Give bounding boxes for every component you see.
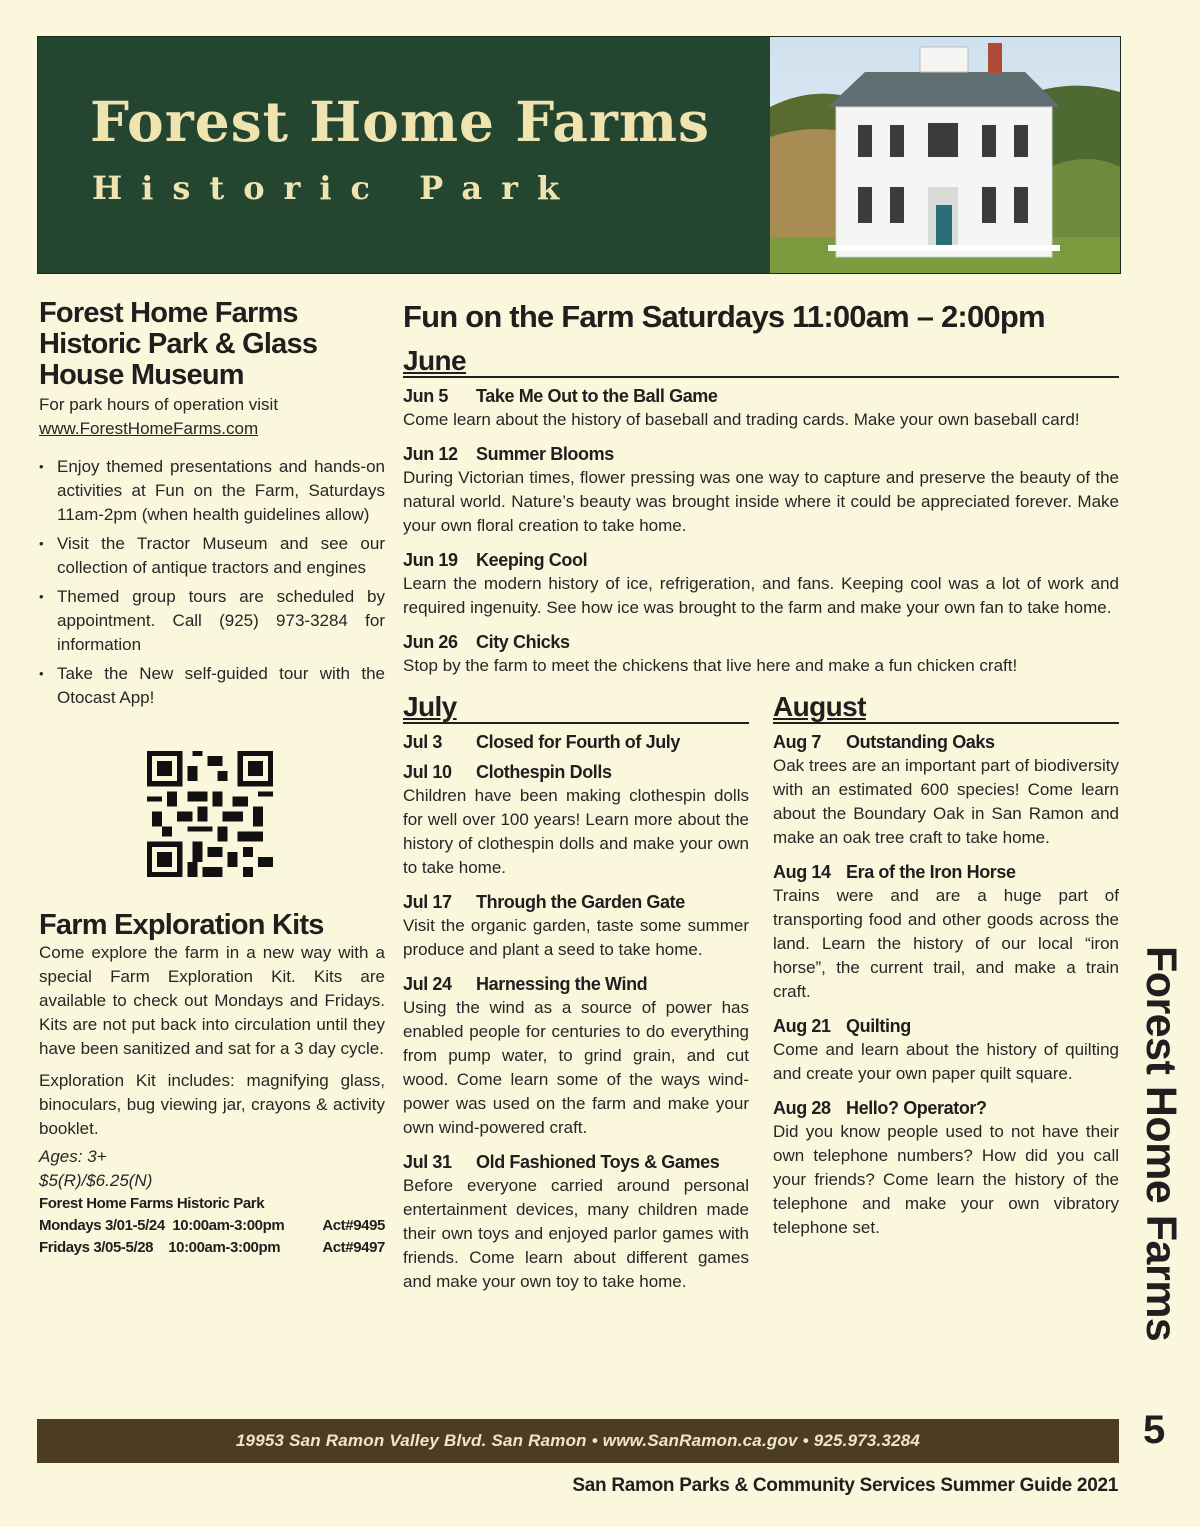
footer-contact-bar: 19953 San Ramon Valley Blvd. San Ramon • www.SanRamon.ca.gov • 925.973.3284 — [37, 1419, 1119, 1463]
schedule-days: Mondays 3/01-5/24 — [39, 1217, 165, 1234]
qr-code[interactable] — [147, 751, 273, 877]
month-heading-june: June — [403, 346, 1119, 378]
event-description: Children have been making clothespin dolls for well over 100 years! Learn more about the history of clothespin dolls and make your own to take home. — [403, 786, 749, 877]
right-column — [403, 298, 1119, 1294]
month-columns — [403, 692, 1119, 1294]
list-item: • Visit the Tractor Museum and see our collection of antique tractors and engines — [57, 532, 385, 580]
event-description: Oak trees are an important part of biodiversity with an estimated 600 species! Come learn about the Boundary Oak in San Ramon and make an oak tree craft to take home. — [773, 756, 1119, 847]
kits-ages: Ages: 3+ — [39, 1147, 107, 1166]
event-heading: Jun 5 Take Me Out to the Ball Game — [403, 386, 718, 406]
banner-subtitle: Historic Park — [92, 169, 579, 207]
hours-text: For park hours of operation visit — [39, 395, 279, 414]
event-heading: Jul 24 Harnessing the Wind — [403, 974, 648, 994]
schedule-row — [39, 1215, 385, 1237]
event-heading: Jul 17 Through the Garden Gate — [403, 892, 685, 912]
event-heading: Aug 7 Outstanding Oaks — [773, 732, 995, 752]
month-heading-august: August — [773, 692, 1119, 724]
event-description: Trains were and are a huge part of transporting food and other goods across the land. Learn the history of our local “iron horse”, the current trail, and make a train craft. — [773, 886, 1119, 1001]
side-title: Forest Home Farms — [1137, 946, 1185, 1342]
event-heading: Jun 26 City Chicks — [403, 632, 570, 652]
event-heading: Jun 19 Keeping Cool — [403, 550, 588, 570]
august-column — [773, 692, 1119, 1294]
farmhouse-photo — [770, 37, 1120, 273]
event-description: Visit the organic garden, taste some summer produce and plant a seed to take home. — [403, 916, 749, 959]
event-description: Using the wind as a source of power has enabled people for centuries to do everything from pump water, to grind grain, and cut wood. Come learn some of the ways wind-power was used on the farm and make your own wind-powered craft. — [403, 998, 749, 1137]
page-number: 5 — [1143, 1408, 1166, 1452]
guide-title: San Ramon Parks & Community Services Summer Guide 2021 — [572, 1475, 1118, 1496]
list-item: • Themed group tours are scheduled by appointment. Call (925) 973-3284 for information — [57, 585, 385, 657]
july-column — [403, 692, 749, 1294]
left-column — [39, 298, 385, 1259]
kits-heading: Farm Exploration Kits — [39, 909, 324, 941]
schedule-days: Fridays 3/05-5/28 — [39, 1239, 154, 1256]
program-title: Fun on the Farm Saturdays 11:00am – 2:00pm — [403, 299, 1045, 334]
event-heading: Aug 14 Era of the Iron Horse — [773, 862, 1016, 882]
list-item: • Take the New self-guided tour with the Otocast App! — [57, 662, 385, 710]
kits-location: Forest Home Farms Historic Park — [39, 1195, 265, 1212]
website-link[interactable]: www.ForestHomeFarms.com — [39, 419, 259, 438]
event-description: Did you know people used to not have their own telephone numbers? How did you call your friends? Come learn the history of the telephone and make your own vibratory telephone set. — [773, 1122, 1119, 1237]
event-heading: Jul 10 Clothespin Dolls — [403, 762, 612, 782]
event-description: Come learn about the history of baseball and trading cards. Make your own baseball card! — [403, 410, 1080, 429]
event-description: Come and learn about the history of quilting and create your own paper quilt square. — [773, 1040, 1119, 1083]
features-list — [39, 455, 385, 710]
event-heading: Jul 3 Closed for Fourth of July — [403, 732, 680, 752]
month-heading-july: July — [403, 692, 749, 724]
activity-number: Act#9495 — [322, 1217, 385, 1234]
event-heading: Aug 28 Hello? Operator? — [773, 1098, 987, 1118]
schedule-row — [39, 1237, 385, 1259]
event-description: Stop by the farm to meet the chickens that live here and make a fun chicken craft! — [403, 656, 1018, 675]
museum-heading: Forest Home Farms Historic Park & Glass House Museum — [39, 297, 318, 391]
banner-title: Forest Home Farms — [90, 89, 711, 154]
header-banner — [37, 36, 1121, 274]
schedule-time: 10:00am-3:00pm — [168, 1239, 281, 1256]
list-item: • Enjoy themed presentations and hands-on activities at Fun on the Farm, Saturdays 11am-2pm (when health guidelines allow) — [57, 455, 385, 527]
event-heading: Jun 12 Summer Blooms — [403, 444, 614, 464]
kits-price: $5(R)/$6.25(N) — [39, 1171, 153, 1190]
kits-contents: Exploration Kit includes: magnifying glass, binoculars, bug viewing jar, crayons & activity booklet. — [39, 1071, 385, 1138]
activity-number: Act#9497 — [322, 1239, 385, 1256]
event-description: Learn the modern history of ice, refrigeration, and fans. Keeping cool was a lot of work and required ingenuity. See how ice was brought to the farm and make your own fan to take home. — [403, 574, 1119, 617]
kits-description: Come explore the farm in a new way with a special Farm Exploration Kit. Kits are available to check out Mondays and Fridays. Kits are not put back into circulation until they have been sanitized and sat for a 3 day cycle. — [39, 943, 385, 1058]
event-heading: Aug 21 Quilting — [773, 1016, 911, 1036]
event-heading: Jul 31 Old Fashioned Toys & Games — [403, 1152, 720, 1172]
schedule-time: 10:00am-3:00pm — [172, 1217, 285, 1234]
event-description: Before everyone carried around personal entertainment devices, many children made their own toys and enjoyed parlor games with friends. Come learn about different games and make your own toy to take home. — [403, 1176, 749, 1291]
event-description: During Victorian times, flower pressing was one way to capture and preserve the beauty of the natural world. Nature’s beauty was brought inside where it could be appreciated forever. Make your own floral creation to take home. — [403, 468, 1119, 535]
